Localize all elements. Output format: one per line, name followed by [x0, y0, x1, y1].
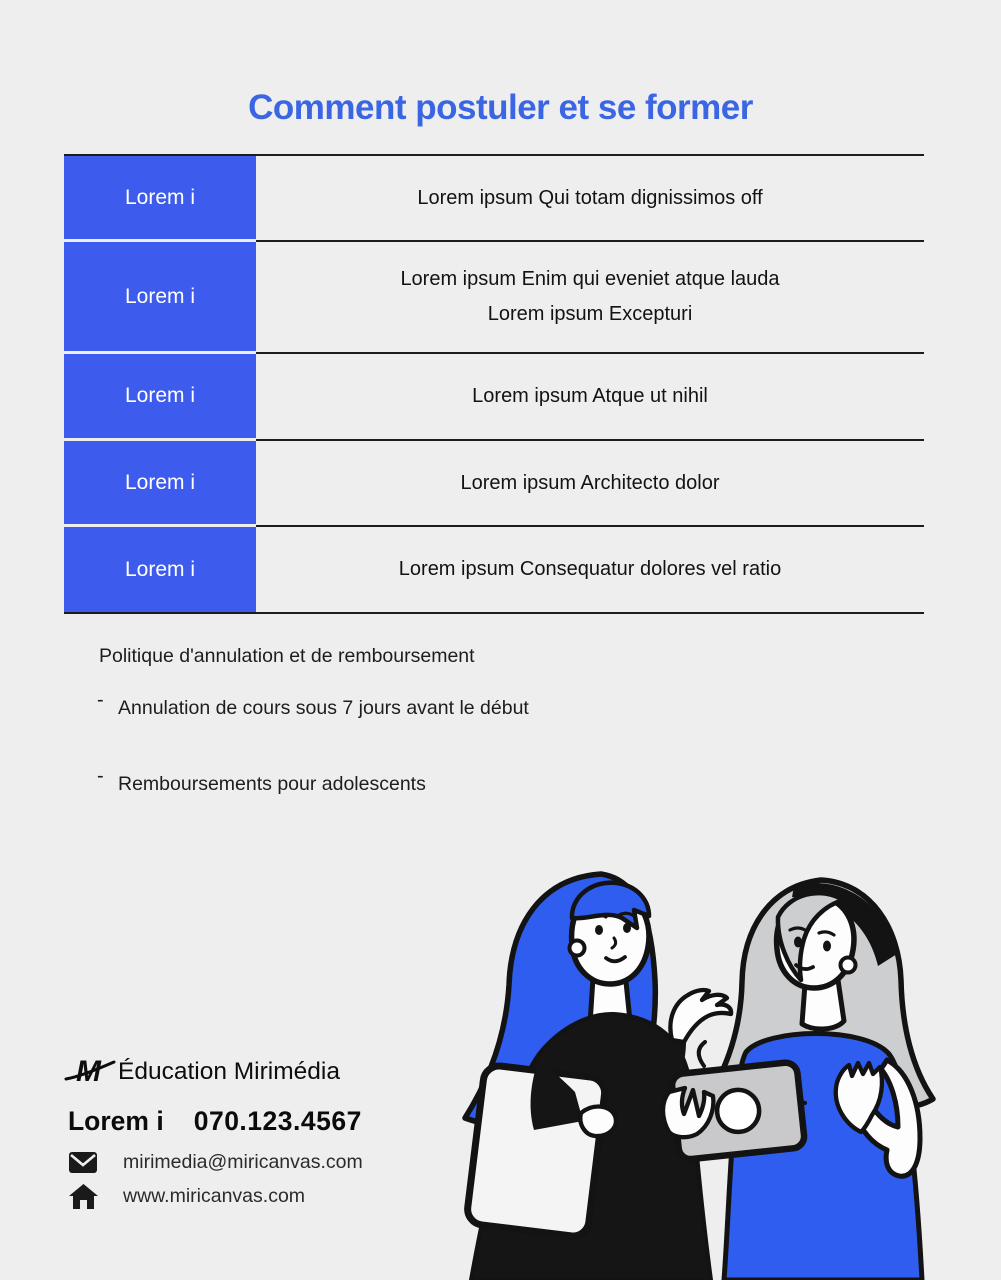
- description-line: Lorem ipsum Atque ut nihil: [472, 385, 708, 407]
- row-label-cell: Lorem i: [64, 354, 256, 438]
- description-line: Lorem ipsum Excepturi: [487, 303, 693, 325]
- logo-letter: M: [76, 1055, 101, 1088]
- description-line: Lorem ipsum Consequatur dolores vel ratio: [398, 558, 782, 580]
- table-row: [64, 441, 924, 527]
- home-icon: [68, 1183, 102, 1210]
- row-description-cell: [256, 242, 924, 354]
- phone-label: Lorem i: [68, 1106, 164, 1136]
- footer-contact-block: [68, 1054, 363, 1210]
- table-row: [64, 156, 924, 242]
- logo-swoosh: [64, 1054, 118, 1090]
- description-line: Lorem ipsum Qui totam dignissimos off: [417, 186, 763, 209]
- row-description-cell: [256, 527, 924, 612]
- email-text: mirimedia@miricanvas.com: [123, 1151, 363, 1173]
- left-woman-holding-hand: [580, 1107, 616, 1137]
- envelope-icon: [68, 1151, 102, 1174]
- phone-number: 070.123.4567: [193, 1106, 362, 1136]
- info-table: [64, 154, 924, 614]
- row-description-cell: [256, 354, 924, 441]
- right-woman-ear: [841, 958, 856, 973]
- illustration-two-women: [441, 870, 1001, 1280]
- policy-item: [97, 689, 739, 720]
- row-label-cell: Lorem i: [64, 156, 256, 239]
- brand-row: [68, 1054, 363, 1090]
- right-woman-eye: [823, 941, 831, 952]
- row-description-cell: [256, 156, 924, 242]
- dash-bullet: -: [97, 689, 104, 711]
- left-woman-eye: [623, 923, 631, 933]
- table-row: [64, 242, 924, 354]
- dash-bullet: -: [97, 765, 104, 787]
- website-row: [68, 1183, 363, 1210]
- left-woman-eye: [595, 925, 603, 935]
- description-line: Lorem ipsum Enim qui eveniet atque lauda: [400, 268, 780, 290]
- laptop-logo: [715, 1088, 761, 1134]
- email-row: [68, 1151, 363, 1174]
- table-row: [64, 527, 924, 612]
- policy-item-text: Annulation de cours sous 7 jours avant le début: [118, 697, 529, 719]
- left-woman-gesture-hand: [670, 990, 731, 1042]
- row-label-cell: Lorem i: [64, 527, 256, 612]
- website-text: www.miricanvas.com: [123, 1185, 306, 1207]
- row-label-cell: Lorem i: [64, 441, 256, 524]
- phone-row: [68, 1106, 363, 1137]
- policy-heading: Politique d'annulation et de remboursement: [99, 645, 475, 667]
- policy-section: [99, 645, 739, 849]
- table-row: [64, 354, 924, 441]
- mirimedia-logo-icon: [68, 1054, 114, 1090]
- brand-name: Éducation Mirimédia: [118, 1058, 340, 1085]
- policy-item: [97, 765, 739, 796]
- policy-item-text: Remboursements pour adolescents: [118, 773, 426, 795]
- page-title: Comment postuler et se former: [248, 88, 753, 127]
- row-description-cell: [256, 441, 924, 527]
- row-label-cell: Lorem i: [64, 242, 256, 351]
- description-line: Lorem ipsum Architecto dolor: [460, 471, 720, 494]
- right-woman-eye: [794, 937, 802, 948]
- left-woman-ear: [570, 941, 585, 956]
- laptop-cord: [699, 1042, 705, 1066]
